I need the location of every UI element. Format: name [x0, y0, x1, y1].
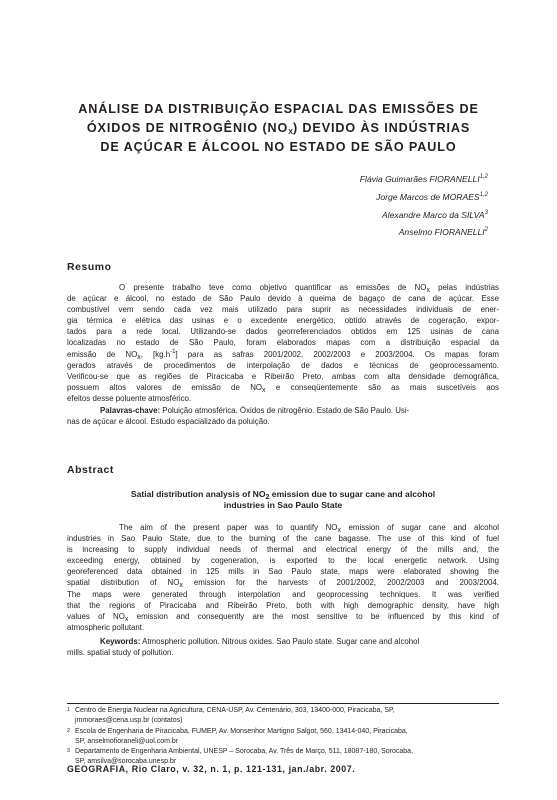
keywords-label: Palavras-chave:	[100, 406, 161, 415]
title-line: ÓXIDOS DE NITROGÊNIO $(NO_X)$ DEVIDO ÀS INDÚSTRIAS	[86, 121, 471, 136]
text-line: O presente trabalho teve como objetivo quantificar as emissões de $NO_x$ pelas indústrias	[119, 283, 499, 294]
resumo-heading: Resumo	[67, 262, 112, 273]
text-line: combustível vem sendo cada vez mais utilizado para suprir as necessidades individuais de ener-	[67, 305, 499, 315]
text-line: gerados através de procedimentos de interpolação de dados e técnicas de geoprocessamento.	[67, 360, 499, 370]
text-line: localizadas no estado de São Paulo, foram elaborados mapas com a distribuição espacial da	[67, 338, 499, 348]
keywords-line: Keywords: Atmospheric pollution. Nitrous oxides. Sao Paulo state. Sugar cane and alcohol	[100, 637, 420, 646]
abstract-title	[67, 489, 499, 511]
text-line: exceeding energy, obtained by cogeneration, is exported to the local energetic network. Using	[67, 556, 499, 566]
resumo-keywords	[67, 405, 499, 427]
footnote-line: Escola de Engenharia de Piracicaba, FUMEP, Av. Monsenhor Martigno Salgot, 560, 13414-040, Piracicaba,	[75, 728, 408, 735]
resumo-body	[67, 282, 499, 404]
text-line: efeitos desse poluente atmosférico.	[67, 393, 192, 403]
keywords-label: Keywords:	[100, 637, 141, 646]
footnote-line: Departamento de Engenharia Ambiental, UNESP – Sorocaba, Av. Três de Março, 511, 18087-180, Sorocaba,	[75, 748, 414, 755]
text-line: de açúcar e álcool, no estado de São Paulo devido à queima de bagaço de cana de açúcar. Esse	[67, 294, 499, 304]
footnote-line: SP, amsilva@sorocaba.unesp.br	[75, 758, 177, 765]
text-line: values of $NO_x$ emission and consequently are the most sensitive to be influenced by this kind of	[67, 611, 499, 623]
author: Alexandre Marco da SILVA$^3$	[381, 209, 488, 220]
journal-footer: GEOGRAFIA, Rio Claro, v. 32, n. 1, p. 121-131, jan./abr. 2007.	[67, 764, 356, 774]
author: Jorge Marcos de MORAES$^{1,2}$	[376, 191, 488, 202]
text-line: is increasing to supply individual needs of thermal and electrical energy of the mills and, the	[67, 545, 499, 555]
text-line: that the regions of Piracicaba and Ribeirão Preto, both with high demographic density, have high	[67, 600, 499, 610]
text-line: The maps were generated through interpolation and geoprocessing techniques. It was verified	[67, 589, 499, 599]
text-line: emissão de $NO_x$, $[kg.h^{-1}]$ para as safras 2001/2002, 2002/2003 e 2003/2004. Os mapas foram	[67, 348, 499, 361]
text-line: possuem altos valores de emissão de $NO_x$ e conseqüentemente são as mais suscetíveis aos	[67, 382, 499, 394]
abstract-heading: Abstract	[67, 465, 114, 476]
title-line: ANÁLISE DA DISTRIBUIÇÃO ESPACIAL DAS EMISSÕES DE	[78, 102, 479, 116]
keywords-line: nas de açúcar e álcool. Estudo espacializado da poluição.	[67, 417, 270, 427]
text-line: georeferenced data obtained in 125 mills in Sao Paulo state, maps were elaborated showing the	[67, 567, 499, 577]
author: Flávia Guimarães FIORANELLI$^{1,2}$	[359, 174, 488, 184]
author-list	[360, 171, 488, 242]
abstract-keywords	[67, 636, 499, 658]
footnote	[67, 727, 499, 747]
keywords-line: Palavras-chave: Poluição atmosférica. Óxidos de nitrogênio. Estado de São Paulo. Usi-	[100, 406, 410, 415]
footnote	[67, 706, 499, 726]
footnote-number: 1	[67, 707, 71, 713]
text-line: Verificou-se que as regiões de Piracicaba e Ribeirão Preto, ambas com alta densidade demográfica,	[67, 371, 499, 381]
subtitle-line: Satial distribution analysis of $NO_2$ emission due to sugar cane and alcohol	[130, 489, 436, 501]
text-line: tados para a rede local. Utilizando-se dados georreferenciados obtidos em 125 usinas de cana	[67, 327, 499, 337]
text-line: gia térmica e elétrica das usinas e o excedente energético, obtido através de cogeração, expor-	[67, 316, 499, 326]
footnote-line: Centro de Energia Nuclear na Agricultura, CENA-USP, Av. Centenário, 303, 13400-000, Piracicaba, SP,	[75, 707, 395, 714]
footnote-line: SP, anselmofioraneli@uol.com.br	[75, 738, 179, 745]
abstract-body	[67, 522, 499, 633]
footnote-line: jmmoraes@cena.usp.br (contatos)	[75, 717, 183, 724]
text-line: atmospheric pollutant.	[67, 622, 145, 632]
paper-title	[60, 100, 497, 157]
footnote-divider	[67, 703, 499, 704]
subtitle-line: industries in Sao Paulo State	[223, 500, 343, 510]
text-line: The aim of the present paper was to quantify $NO_x$ emission of sugar cane and alcohol	[119, 523, 499, 534]
author: Anselmo FIORANELLI$^2$	[398, 227, 488, 238]
title-line: DE AÇÚCAR E ÁLCOOL NO ESTADO DE SÃO PAULO	[100, 140, 457, 154]
text-line: industries in Sao Paulo State, due to the burning of the cane bagasse. The use of this kind of fuel	[67, 534, 499, 544]
footnote-number: 2	[67, 728, 71, 734]
keywords-line: mills. spatial study of pollution.	[67, 648, 174, 658]
text-line: spatial distribution of $NO_x$ emission for the harvests of 2001/2002, 2002/2003 and 2003/2004.	[67, 578, 499, 590]
footnote-number: 3	[67, 748, 71, 754]
